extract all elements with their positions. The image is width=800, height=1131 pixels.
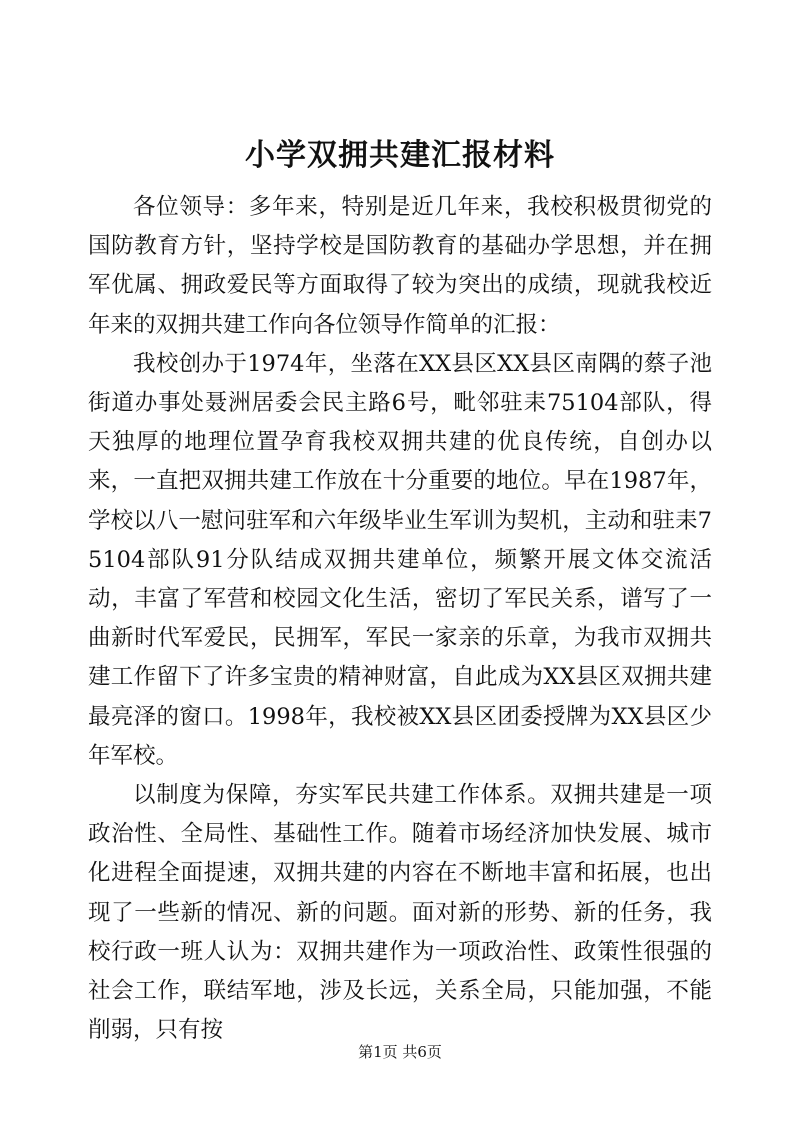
- paragraph-greeting: 各位领导：多年来，特别是近几年来，我校积极贯彻党的国防教育方针，坚持学校是国防教育的基础办学思想，并在拥军优属、拥政爱民等方面取得了较为突出的成绩，现就我校近年来的双拥共建工作向各位领导作简单的汇报：: [88, 194, 712, 338]
- document-body: [88, 188, 712, 1050]
- page-number-footer: 第1页 共6页: [358, 1043, 442, 1061]
- paragraph-school-history: 我校创办于1974年，坐落在XX县区XX县区南隅的蔡子池街道办事处聂洲居委会民主路6号，毗邻驻耒75104部队，得天独厚的地理位置孕育我校双拥共建的优良传统，自创办以来，一直把双拥共建工作放在十分重要的地位。早在1987年，学校以八一慰问驻军和六年级毕业生军训为契机，主动和驻耒75104部队91分队结成双拥共建单位，频繁开展文体交流活动，丰富了军营和校园文化生活，密切了军民关系，谱写了一曲新时代军爱民，民拥军，军民一家亲的乐章，为我市双拥共建工作留下了许多宝贵的精神财富，自此成为XX县区双拥共建最亮泽的窗口。1998年，我校被XX县区团委授牌为XX县区少年军校。: [88, 350, 712, 769]
- paragraph-system-guarantee: 以制度为保障，夯实军民共建工作体系。双拥共建是一项政治性、全局性、基础性工作。随着市场经济加快发展、城市化进程全面提速，双拥共建的内容在不断地丰富和拓展，也出现了一些新的情况、新的问题。面对新的形势、新的任务，我校行政一班人认为：双拥共建作为一项政治性、政策性很强的社会工作，联结军地，涉及长远，关系全局，只能加强，不能削弱，只有按: [88, 782, 712, 1044]
- document-title: 小学双拥共建汇报材料: [245, 138, 555, 173]
